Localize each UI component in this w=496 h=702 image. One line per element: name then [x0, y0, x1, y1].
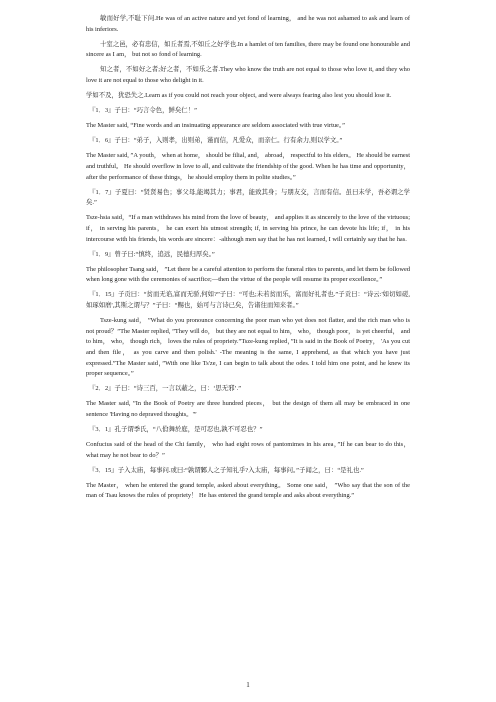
paragraph: 『1．7』子夏曰：“贤贤易色；事父母,能竭其力；事君，能致其身；与朋友交，言而有信。虽曰未学，吾必谓之学矣.” [86, 188, 410, 207]
paragraph: The Master said, ”A youth， when at home， should be filial, and， abroad， respectful to his elders。 He should be earnest and truthful。 He should overflow in love to all, and cultivate the friendship of the good. When he has time and opportunity， after the performance of these things， he should employ them in polite studies。” [86, 152, 410, 181]
paragraph: 十室之邑，必有忠信，如丘者焉,不如丘之好学也.In a hamlet of ten families, there may be found one honourable and sincere as I am， but not so fond of learning. [86, 40, 410, 59]
paragraph: The Master said, ”In the Book of Poetry are three hundred pieces， but the design of them all may be embraced in one sentence 'Having no depraved thoughts。'” [86, 400, 410, 418]
paragraph: 知之者，不如好之者;好之者，不如乐之者.They who know the truth are not equal to those who love it, and they who love it are not equal to those who delight in it. [86, 66, 410, 84]
page-number: 1 [246, 681, 250, 689]
paragraph: 『1．9』曾子曰:“慎终，追远，民德归厚矣。” [89, 250, 215, 258]
paragraph: 『3．1』孔子谓季氏，“八佾舞於庭，是可忍也,孰不可忍也？” [89, 426, 263, 433]
paragraph: 『1．6』子曰：“弟子，入则孝，出则弟，谨而信，凡爱众，而亲仁。行有余力,则以学文。” [89, 137, 343, 145]
paragraph: 『2．2』子曰：“诗三百，一言以蔽之，曰：‘思无邪’.” [89, 385, 242, 393]
paragraph: The Master， when he entered the grand temple, asked about everything。 Some one said， ”Who say that the son of the man of Tsau knows the rules of propriety！ He has entered the grand temple and asks about everything.” [86, 481, 410, 500]
document-body [86, 14, 410, 502]
paragraph: The philosopher Tsang said， ”Let there be a careful attention to perform the funeral rites to parents, and let them be followed when long gone with the ceremonies of sacrifice;—then the virtue of the people will resume its proper excellence。” [86, 265, 410, 284]
paragraph: Confucius said of the head of the Chi family， who had eight rows of pantomimes in his area，”If he can bear to do this， what may he not bear to do？” [86, 441, 410, 459]
paragraph: 敏而好学,不耻下问.He was of an active nature and yet fond of learning， and he was not ashamed to ask and learn of his inferiors. [86, 15, 410, 33]
paragraph: Tsze-kung said， ”What do you pronounce concerning the poor man who yet does not flatter, and the rich man who is not proud？”The Master replied, ”They will do， but they are not equal to him， who， though poor， is yet cheerful， and to him， who， though rich， loves the rules of propriety.”Tsze-kung replied，”It is said in the Book of Poetry， 'As you cut and then file， as you carve and then polish.' -The meaning is the same, I apprehend, as that which you have just expressed.”The Master said，”With one like Ts'ze, I can begin to talk about the odes. I told him one point, and he knew its proper sequence。” [86, 317, 410, 378]
paragraph: 『1．3』子曰：“巧言令色，鲜矣仁！” [89, 107, 197, 115]
paragraph: 学如不及，犹恐失之.Learn as if you could not reach your object, and were always fearing also lest you should lose it. [86, 92, 392, 100]
paragraph: The Master said, “Fine words and an insinuating appearance are seldom associated with true virtue。” [86, 122, 345, 130]
paragraph: Tsze-hsia said，“If a man withdraws his mind from the love of beauty， and applies it as sincerely to the love of the virtuous; if， in serving his parents， he can exert his utmost strength; if, in serving his prince, he can devote his life; if， in his intercourse with his friends, his words are sincere：-although men say that he has not learned, I will certainly say that he has. [86, 214, 410, 243]
paragraph: 『3．15』子入太庙，每事问.或曰:“孰谓鄹人之子知礼乎?入太庙，每事问。”子闻之，曰：“是礼也.” [89, 466, 364, 474]
paragraph: 『1．15』子贡曰：“贫而无谄,富而无骄,何如?”子曰：“可也;未若贫而乐，富而好礼者也.”子贡曰：“诗云:'如切如磋,如琢如磨',其斯之谓与？”子曰：“赐也，始可与言诗已矣，告诸往而知来者。” [86, 291, 410, 310]
